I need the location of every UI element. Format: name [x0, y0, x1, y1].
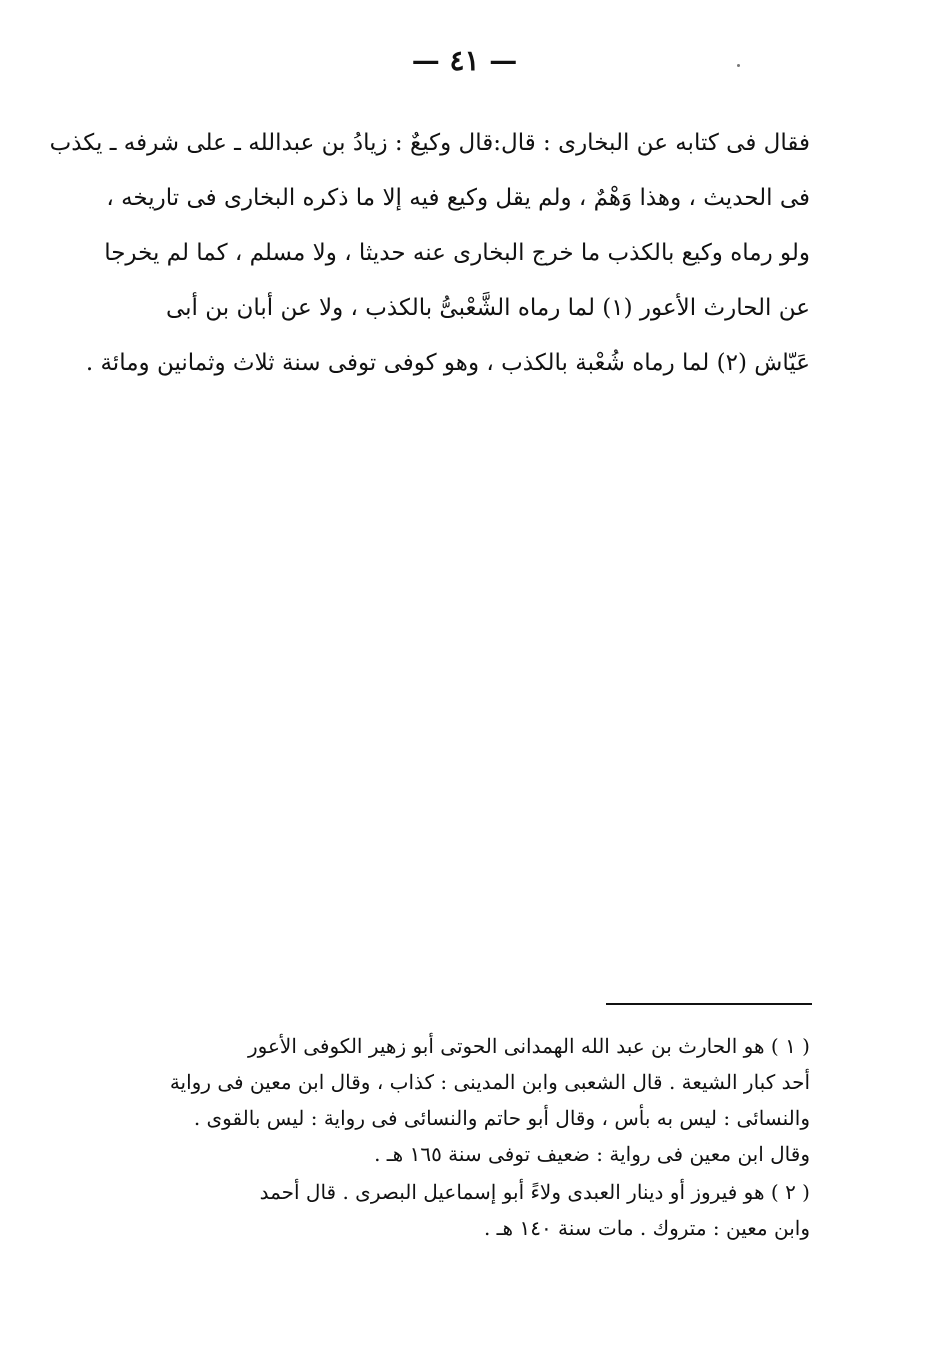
footnote-line: والنسائى : ليس به بأس ، وقال أبو حاتم والنسائى فى رواية : ليس بالقوى . — [193, 1106, 810, 1130]
body-line: فى الحديث ، وهذا وَهْمٌ ، ولم يقل وكيع فيه إلا ما ذكره البخارى فى تاريخه ، — [106, 185, 810, 211]
main-text — [49, 116, 810, 391]
body-line: عَيّاش (٢) لما رماه شُعْبة بالكذب ، وهو كوفى توفى سنة ثلاث وثمانين ومائة . — [85, 350, 810, 376]
footnote-separator — [606, 1003, 812, 1005]
footnote-line: أحد كبار الشيعة . قال الشعبى وابن المدينى : كذاب ، وقال ابن معين فى رواية — [169, 1070, 810, 1094]
footnote-line: وابن معين : متروك . مات سنة ١٤٠ هـ . — [483, 1216, 810, 1240]
footnote-line: ( ١ ) هو الحارث بن عبد الله الهمدانى الحوتى أبو زهير الكوفى الأعور — [247, 1034, 810, 1058]
footnote-line: وقال ابن معين فى رواية : ضعيف توفى سنة ١٦٥ هـ . — [374, 1142, 810, 1166]
footnote-2 — [160, 1174, 810, 1246]
body-line: ولو رماه وكيع بالكذب ما خرج البخارى عنه حديثا ، ولا مسلم ، كما لم يخرجا — [104, 240, 810, 266]
footnote-line: ( ٢ ) هو فيروز أو دينار العبدى ولاءً أبو إسماعيل البصرى . قال أحمد — [259, 1180, 810, 1204]
body-line: عن الحارث الأعور (١) لما رماه الشَّعْبىُّ بالكذب ، ولا عن أبان بن أبى — [165, 295, 810, 321]
footnotes — [160, 1028, 810, 1246]
footnote-1 — [160, 1028, 810, 1172]
body-line: فقال فى كتابه عن البخارى : قال:قال وكيعٌ : زيادُ بن عبدالله ـ على شرفه ـ يكذب — [49, 130, 810, 156]
page-number: — ٤١ — — [411, 44, 518, 77]
